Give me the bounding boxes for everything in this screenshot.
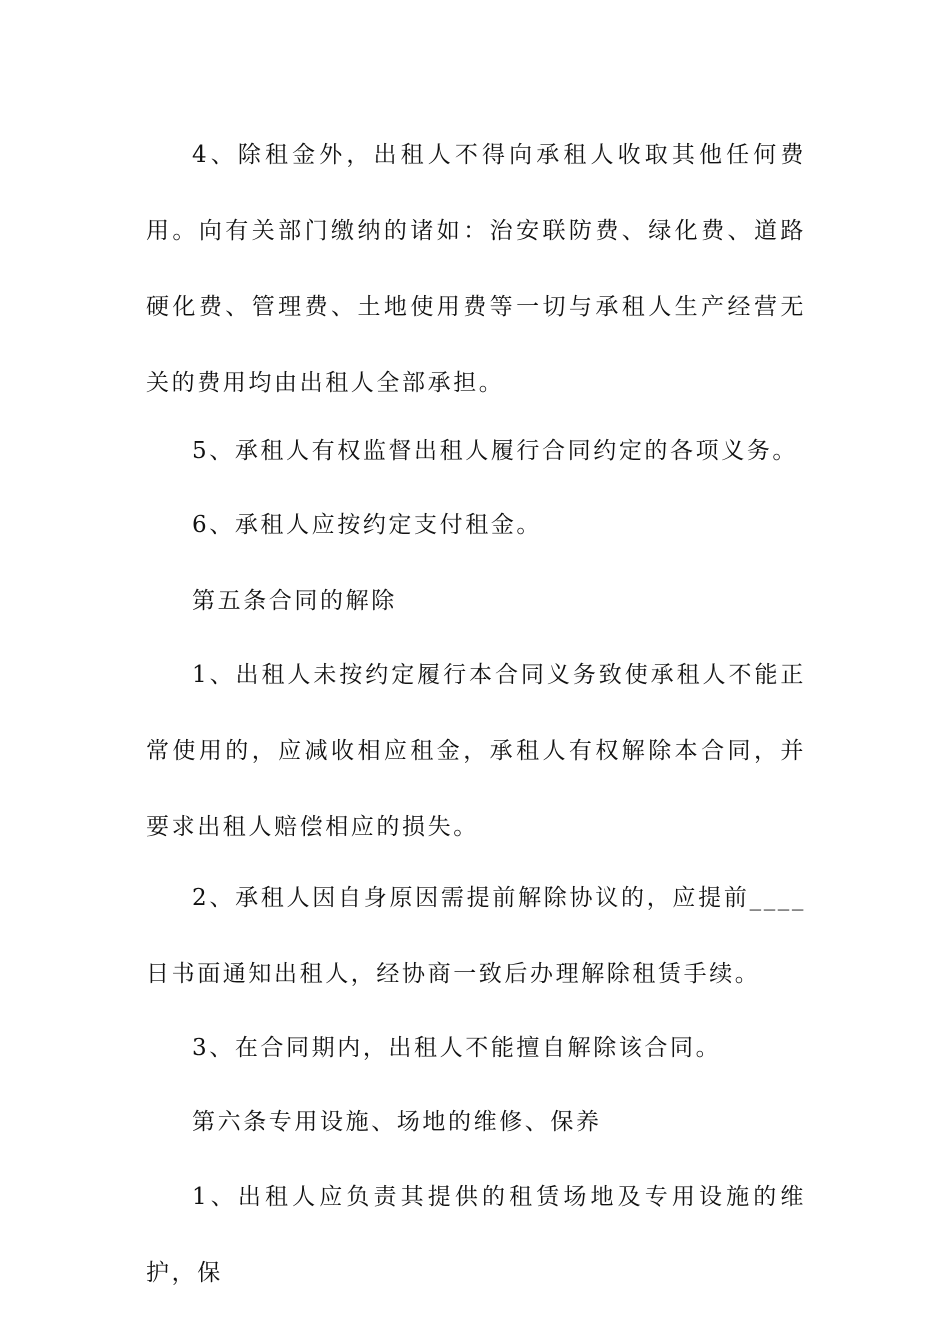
clause-5-supervision: 5、承租人有权监督出租人履行合同约定的各项义务。 [192,438,799,464]
clause-4-fees: 4、除租金外，出租人不得向承租人收取其他任何费用。向有关部门缴纳的诸如：治安联防费、绿化费、道路硬化费、管理费、土地使用费等一切与承租人生产经营无关的费用均由出租人全部承担。 [146,142,806,396]
section-6-title: 第六条专用设施、场地的维修、保养 [192,1109,602,1135]
termination-clause-2: 2、承租人因自身原因需提前解除协议的，应提前____日书面通知出租人，经协商一致后办理解除租赁手续。 [146,885,806,987]
termination-clause-1: 1、出租人未按约定履行本合同义务致使承租人不能正常使用的，应减收相应租金，承租人有权解除本合同，并要求出租人赔偿相应的损失。 [146,662,806,840]
section-5-title: 第五条合同的解除 [192,588,397,614]
termination-clause-3: 3、在合同期内，出租人不能擅自解除该合同。 [192,1035,722,1061]
clause-6-payment: 6、承租人应按约定支付租金。 [192,512,543,538]
maintenance-clause-1: 1、出租人应负责其提供的租赁场地及专用设施的维护，保 [146,1184,806,1286]
